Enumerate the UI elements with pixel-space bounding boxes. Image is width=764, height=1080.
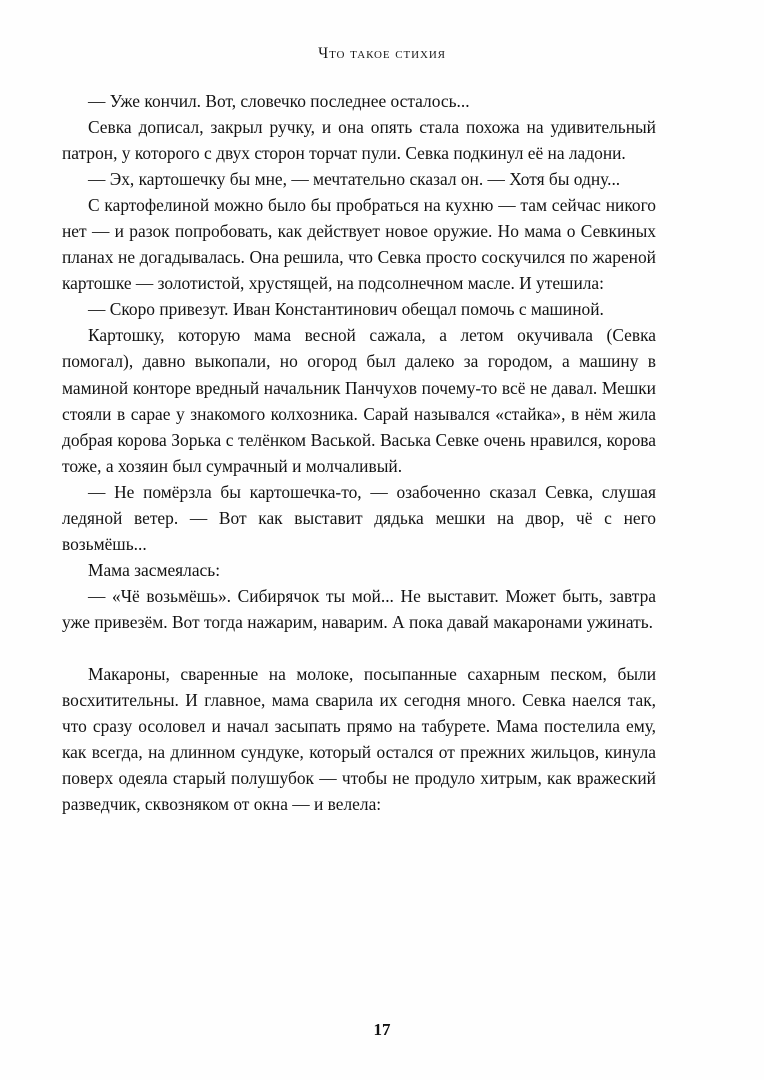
body-paragraph: Мама засмеялась: — [88, 559, 221, 580]
body-paragraph: Севка дописал, закрыл ручку, и она опять стала похожа на удивительный патрон, у которого с двух сторон торчат пули. Севка подкинул её на ладони. — [62, 117, 656, 164]
running-head: Что такое стихия — [318, 45, 446, 62]
body-paragraph: Макароны, сваренные на молоке, посыпанные сахарным песком, были восхитительны. И главное, мама сварила их сегодня много. Севка наелся так, что сразу осоловел и начал засыпать прямо на табурете. Мама постелила ему, как всегда, на длинном сундуке, который остался от прежних жильцов, кинула поверх одеяла старый полушубок — чтобы не продуло хитрым, как вражеский разведчик, сквозняком от окна — и велела: — [62, 663, 656, 815]
body-paragraph: — «Чё возьмёшь». Сибирячок ты мой... Не выставит. Может быть, завтра уже привезём. Вот тогда нажарим, наварим. А пока давай макаронами ужинать. — [62, 585, 656, 632]
body-text-block — [62, 88, 656, 817]
body-paragraph: — Эх, картошечку бы мне, — мечтательно сказал он. — Хотя бы одну... — [88, 169, 621, 190]
body-paragraph: — Не помёрзла бы картошечка-то, — озабоченно сказал Севка, слушая ледяной ветер. — Вот как выставит дядька мешки на двор, чё с него возьмёшь... — [62, 481, 656, 554]
body-paragraph: — Скоро привезут. Иван Константинович обещал помочь с машиной. — [88, 299, 604, 320]
body-paragraph: Картошку, которую мама весной сажала, а летом окучивала (Севка помогал), давно выкопали, но огород был далеко за городом, а машину в маминой конторе вредный начальник Панчухов почему-то всё не давал. Мешки стояли в сарае у знакомого колхозника. Сарай назывался «стайка», в нём жила добрая корова Зорька с телёнком Васькой. Васька Севке очень нравился, корова тоже, а хозяин был сумрачный и молчаливый. — [62, 325, 656, 476]
body-paragraph: — Уже кончил. Вот, словечко последнее осталось... — [88, 91, 470, 111]
page-number: 17 — [373, 1020, 391, 1039]
body-paragraph: С картофелиной можно было бы пробраться на кухню — там сейчас никого нет — и разок попробовать, как действует новое оружие. Но мама о Севкиных планах не догадывалась. Она решила, что Севка просто соскучился по жареной картошке — золотистой, хрустящей, на подсолнечном масле. И утешила: — [62, 195, 656, 294]
